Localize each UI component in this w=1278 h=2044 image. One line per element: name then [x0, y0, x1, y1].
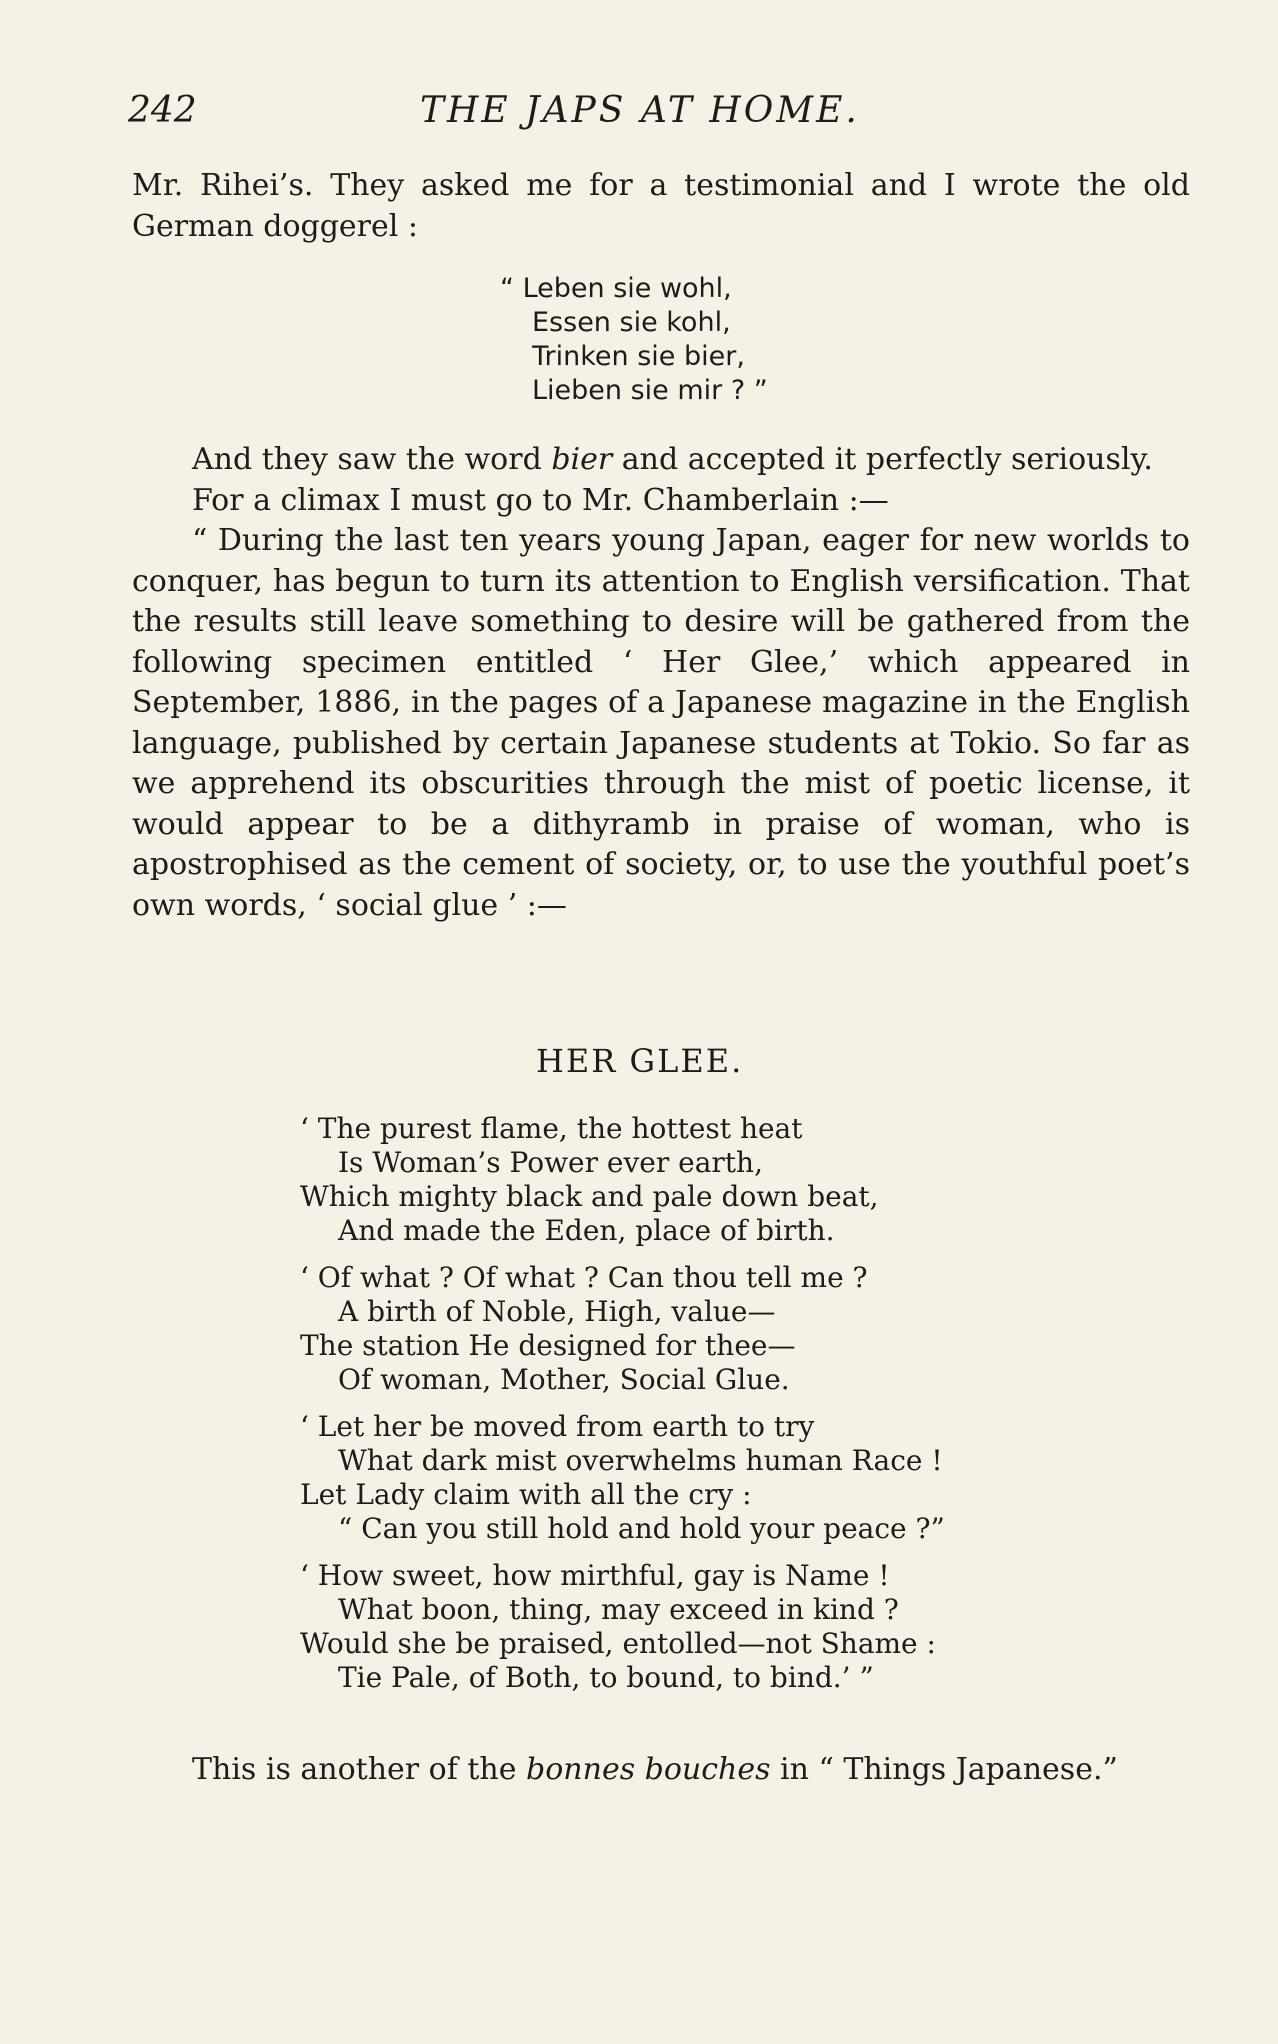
main-text [132, 440, 1190, 926]
poem-line: “ Can you still hold and hold your peace ?” [338, 1512, 945, 1545]
poem-line: Would she be praised, entolled—not Shame : [300, 1627, 936, 1660]
closing-text [132, 1750, 1190, 1791]
page-header [0, 90, 1278, 140]
verse-line: Lieben sie mir ? ” [532, 375, 768, 406]
intro-text [132, 166, 1190, 247]
poem-title: HER GLEE. [536, 1042, 744, 1080]
poem-line: ‘ The purest flame, the hottest heat [300, 1112, 803, 1145]
paragraph-3: For a climax I must go to Mr. Chamberlain :— [192, 482, 889, 518]
verse-line: “ Leben sie wohl, [500, 273, 732, 304]
poem-line: ‘ Let her be moved from earth to try [300, 1410, 815, 1443]
poem-line: Tie Pale, of Both, to bound, to bind.’ ” [338, 1661, 874, 1694]
german-verse [500, 272, 768, 408]
poem-line: ‘ Of what ? Of what ? Can thou tell me ? [300, 1261, 868, 1294]
paragraph-2: And they saw the word bier and accepted it perfectly seriously. [192, 442, 1153, 477]
poem-line: Is Woman’s Power ever earth, [338, 1146, 763, 1179]
paragraph-4: “ During the last ten years young Japan, eager for new worlds to conquer, has begun to turn its attention to English versification. That the results still leave something to desire will be gathered from the following specimen entitled ‘ Her Glee,’ which appeared in September, 1886, in the pages of a Japanese magazine in the English language, published by certain Japanese students at Tokio. So far as we apprehend its obscurities through the mist of poetic license, it would appear to be a dithyramb in praise of woman, who is apostrophised as the cement of society, or, to use the youthful poet’s own words, ‘ social glue ’ :— [132, 523, 1190, 923]
verse-line: Essen sie kohl, [532, 307, 731, 338]
poem-line: What dark mist overwhelms human Race ! [338, 1444, 943, 1477]
poem [300, 1112, 945, 1708]
poem-line: What boon, thing, may exceed in kind ? [338, 1593, 899, 1626]
poem-line: Let Lady claim with all the cry : [300, 1478, 752, 1511]
paragraph-1: Mr. Rihei’s. They asked me for a testimonial and I wrote the old German doggerel : [132, 168, 1190, 244]
stanza [300, 1410, 945, 1546]
poem-line: Of woman, Mother, Social Glue. [338, 1363, 790, 1396]
page-number: 242 [128, 90, 197, 131]
running-title: THE JAPS AT HOME. [420, 90, 860, 131]
emphasis-text: bier [551, 442, 613, 477]
poem-line: ‘ How sweet, how mirthful, gay is Name ! [300, 1559, 890, 1592]
stanza [300, 1559, 945, 1695]
poem-line: And made the Eden, place of birth. [338, 1214, 835, 1247]
stanza [300, 1261, 945, 1397]
poem-line: A birth of Noble, High, value— [338, 1295, 776, 1328]
poem-line: The station He designed for thee— [300, 1329, 796, 1362]
paragraph-5: This is another of the bonnes bouches in “ Things Japanese.” [192, 1752, 1118, 1787]
stanza [300, 1112, 945, 1248]
verse-line: Trinken sie bier, [532, 341, 745, 372]
emphasis-text: bonnes bouches [526, 1752, 771, 1787]
poem-line: Which mighty black and pale down beat, [300, 1180, 879, 1213]
